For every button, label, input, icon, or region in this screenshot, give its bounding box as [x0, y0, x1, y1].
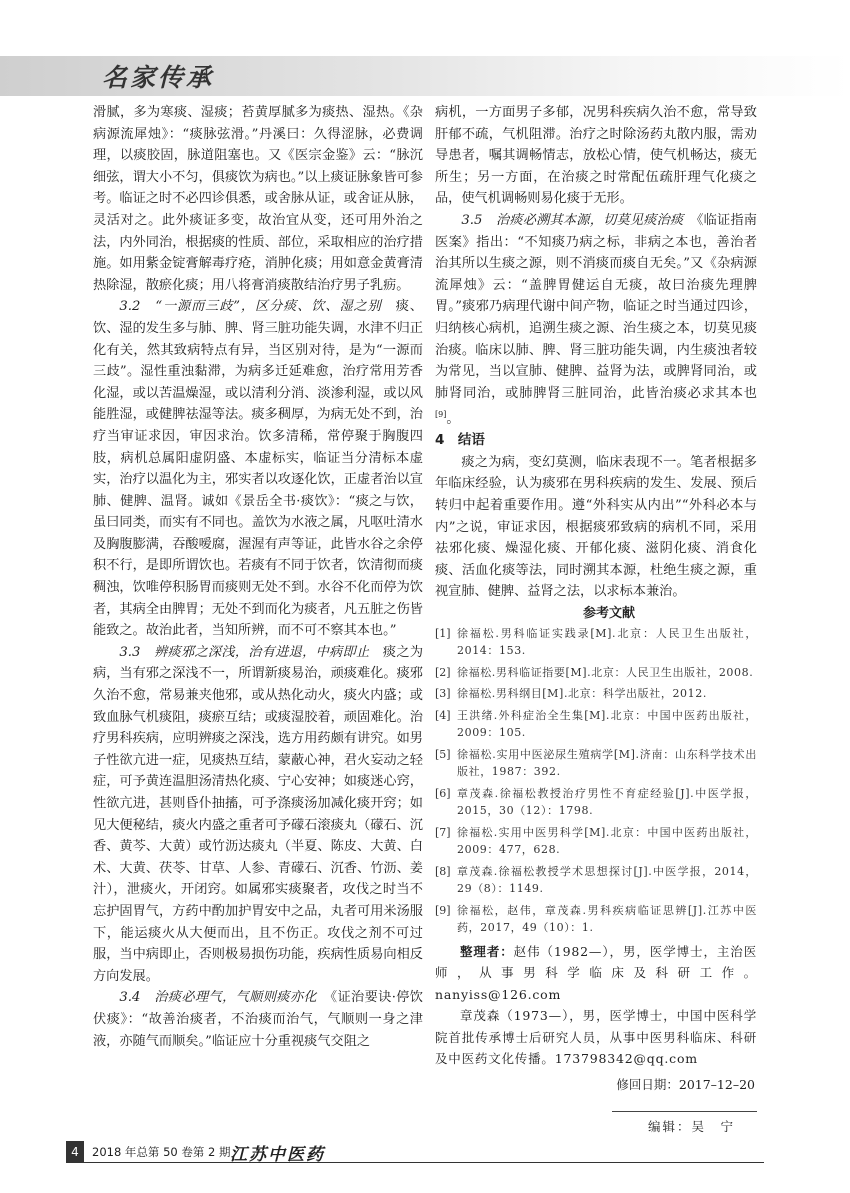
reference-text: 徐福松.实用中医男科学[M].北京：中国中医药出版社，2009：477，628.	[457, 825, 757, 857]
reference-item	[435, 863, 757, 898]
reference-text: 徐福松，赵伟，章茂森.男科疾病临证思辨[J].江苏中医药，2017，49（10）：1.	[457, 903, 757, 935]
section-4-title: 4 结语	[435, 432, 485, 449]
reference-text: 章茂森.徐福松教授治疗男性不育症经验[J].中医学报，2015，30（12）：1798.	[457, 786, 757, 818]
section-3-3-title: 3.3 辨痰邪之深浅，治有进退，中病即止	[119, 644, 370, 660]
left-column	[93, 102, 423, 1052]
section-3-4-title: 3.4 治痰必理气，气顺则痰亦化	[119, 990, 317, 1006]
section-3-5-title: 3.5 治痰必溯其本源，切莫见痰治痰	[461, 212, 684, 228]
author-1	[435, 941, 757, 1006]
reference-number: [2]	[435, 665, 451, 679]
reference-number: [8]	[435, 864, 451, 878]
revised-date: 修回日期：2017–12–20	[616, 1076, 755, 1092]
reference-number: [5]	[435, 747, 451, 761]
page-number: 4	[66, 1141, 84, 1163]
reference-text: 王洪绪.外科症治全生集[M].北京：中国中医药出版社，2009：105.	[457, 708, 757, 740]
section-3-4	[93, 987, 423, 1052]
references-title: 参考文献	[582, 606, 635, 622]
section-3-5-text: 《临证指南医案》指出：“不知痰乃病之标，非病之本也，善治者治其所以生痰之源，则不消痰而痰自无矣。”又《杂病源流犀烛》云：“盖脾胃健运自无痰，故曰治痰先理脾胃。”痰邪乃病理代谢中间产物，临证之时当通过四诊，归纳核心病机，追溯生痰之源、治生痰之本，切莫见痰治痰。临床以肺、脾、肾三脏功能失调，内生痰浊者较为常见，当以宣肺、健脾、益肾为法，或脾肾同治，或肺肾同治，或肺脾肾三脏同治，此皆治痰必求其本也	[435, 212, 757, 401]
author-2: 章茂森（1973—），男，医学博士，中国中医科学院首批传承博士后研究人员，从事中医男科临床、科研及中医药文化传播。173798342@qq.com	[435, 1008, 757, 1067]
section-3-3	[93, 642, 423, 988]
reference-text: 徐福松.男科纲目[M].北京：科学出版社，2012.	[457, 687, 707, 701]
conclusion-text: 痰之为病，变幻莫测，临床表现不一。笔者根据多年临床经验，认为痰邪在男科疾病的发生、发展、预后转归中起着重要作用。遵“外科实从内出”“外科必本与内”之说，审证求因，根据痰邪致病的病机不同，采用祛邪化痰、燥湿化痰、开郁化痰、滋阴化痰、消食化痰、活血化痰等法，同时溯其本源，杜绝生痰之源，重视宣肺、健脾、益肾之法，以求标本兼治。	[435, 454, 757, 600]
citation-9: [9]	[435, 410, 447, 420]
reference-number: [6]	[435, 786, 451, 800]
editor-divider	[612, 1111, 757, 1112]
reference-number: [9]	[435, 903, 451, 917]
reference-item	[435, 785, 757, 820]
reference-text: 徐福松.男科临证指要[M].北京：人民卫生出版社，2008.	[457, 665, 754, 679]
section-3-2-text: 痰、饮、湿的发生多与肺、脾、肾三脏功能失调，水津不归正化有关，然其致病特点有异，当区别对待，是为“一源而三歧”。湿性重浊黏滞，为病多迁延难愈，治疗常用芳香化湿，或以苦温燥湿，或以清利分消、淡渗利湿，或以风能胜湿，或健脾祛湿等法。痰多稠厚，为病无处不到，治疗当审证求因，审因求治。饮多清稀，常停聚于胸腹四肢，病机总属阳虚阴盛、本虚标实，临证当分清标本虚实，治疗以温化为主，邪实者以攻逐化饮，正虚者治以宣肺、健脾、温肾。诚如《景岳全书·痰饮》：“痰之与饮，虽曰同类，而实有不同也。盖饮为水液之属，凡呕吐清水及胸腹膨满，吞酸嗳腐，渥渥有声等证，此皆水谷之余停积不行，是即所谓饮也。若痰有不同于饮者，饮清彻而痰稠浊，饮唯停积肠胃而痰则无处不到。水谷不化而停为饮者，其病全由脾胃；无处不到而化为痰者，凡五脏之伤皆能致之。故治此者，当知所辨，而不可不察其本也。”	[93, 299, 423, 639]
author-1-text: 赵伟（1982—），男，医学博士，主治医师，从事男科学临床及科研工作。nanyiss@126.com	[435, 943, 757, 1002]
reference-item	[435, 664, 757, 682]
journal-name: 江苏中医药	[230, 1145, 325, 1165]
section-title: 名家传承	[102, 63, 215, 92]
reference-item	[435, 625, 757, 660]
reference-number: [1]	[435, 626, 451, 640]
author-label: 整理者：	[460, 943, 514, 959]
editor: 编辑：吴 宁	[648, 1119, 736, 1134]
reference-text: 徐福松.实用中医泌尿生殖病学[M].济南：山东科学技术出版社，1987：392.	[457, 747, 757, 779]
right-column	[435, 102, 757, 1095]
reference-item	[435, 824, 757, 859]
section-3-2	[93, 296, 423, 642]
section-3-5	[435, 210, 757, 430]
reference-number: [3]	[435, 687, 451, 701]
section-3-5-end: 。	[446, 411, 460, 427]
issue-info: 2018 年总第 50 卷第 2 期	[92, 1145, 231, 1159]
footer-rule	[84, 1162, 764, 1163]
reference-item	[435, 685, 757, 703]
reference-text: 章茂森.徐福松教授学术思想探讨[J].中医学报，2014，29（8）：1149.	[457, 864, 757, 896]
reference-item	[435, 746, 757, 781]
reference-item	[435, 707, 757, 742]
section-3-2-title: 3.2 “一源而三歧”，区分痰、饮、湿之别	[119, 299, 382, 315]
section-3-4-text: 《证治要诀·停饮伏痰》：“故善治痰者，不治痰而治气，气顺则一身之津液，亦随气而顺矣。”临证应十分重视痰气交阻之	[93, 990, 423, 1049]
reference-list	[435, 625, 757, 937]
reference-item	[435, 902, 757, 937]
reference-number: [4]	[435, 708, 451, 722]
section-3-3-text: 痰之为病，当有邪之深浅不一，所谓新痰易治，顽痰难化。痰邪久治不愈，常易兼夹他邪，或从热化动火，痰火内盛；或致血脉气机痰阻，痰瘀互结；或痰湿胶着，顽固难化。治疗男科疾病，应明辨痰之深浅，选方用药颇有讲究。如男子性欲亢进一症，见痰热互结，蒙蔽心神，君火妄动之轻症，可予黄连温胆汤清热化痰、宁心安神；如痰迷心窍，性欲亢进，甚则昏仆抽搐，可予涤痰汤加减化痰开窍；如见大便秘结，痰火内盛之重者可予礞石滚痰丸（礞石、沉香、黄芩、大黄）或竹沥达痰丸（半夏、陈皮、大黄、白术、大黄、茯苓、甘草、人参、青礞石、沉香、竹沥、姜汁），泄痰火，开闭窍。如属邪实痰聚者，攻伐之时当不忘护固胃气，方药中酌加护胃安中之品，丸者可用米汤服下，能运痰火从大便而出，且不伤正。攻伐之剂不可过服，当中病即止，否则极易损伤功能，疾病性质易向相反方向发展。	[93, 644, 424, 984]
reference-number: [7]	[435, 825, 451, 839]
right-paragraph-1: 病机，一方面男子多郁，况男科疾病久治不愈，常导致肝郁不疏，气机阻滞。治疗之时除汤药丸散内服，需劝导患者，嘱其调畅情志，放松心情，使气机畅达，痰无所生；另一方面，在治痰之时常配伍疏肝理气化痰之品，使气机调畅则易化痰于无形。	[435, 105, 757, 207]
left-paragraph-1: 滑腻，多为寒痰、湿痰；苔黄厚腻多为痰热、湿热。《杂病源流犀烛》：“痰脉弦滑。”丹溪曰：久得涩脉，必费调理，以痰胶固，脉道阻塞也。又《医宗金鉴》云：“脉沉细弦，谓大小不匀，俱痰饮为病也。”以上痰证脉象皆可参考。临证之时不必四诊俱悉，或舍脉从证，或舍证从脉，灵活对之。此外痰证多变，故治宜从变，还可用外治之法，内外同治，根据痰的性质、部位，采取相应的治疗措施。如用紫金锭膏解毒疗疮，消肿化痰；用如意金黄膏清热除湿，散瘀化痰；用八将膏消痰散结治疗男子乳疬。	[93, 105, 423, 293]
reference-text: 徐福松.男科临证实践录[M].北京：人民卫生出版社，2014：153.	[457, 626, 757, 658]
